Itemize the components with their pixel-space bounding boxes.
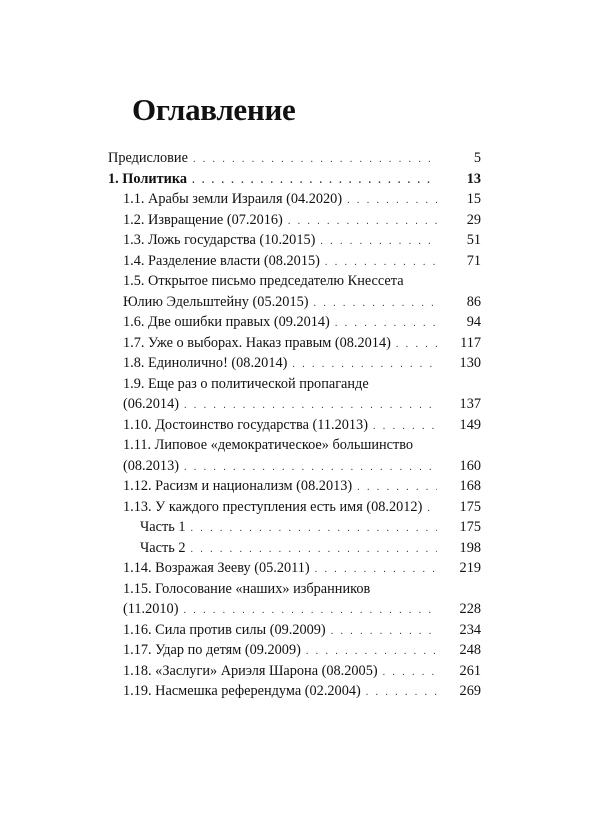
toc-page-number: 261 [459, 662, 481, 679]
toc-entry-line [123, 456, 481, 477]
toc-entry-line [123, 435, 481, 456]
toc-entry-title: 1. Политика [108, 170, 188, 187]
dot-leader [190, 519, 437, 540]
toc-entry-title: 1.11. Липовое «демократическое» большинство [123, 437, 414, 453]
toc-entry [0, 579, 591, 620]
toc-entry-title: 1.3. Ложь государства (10.2015) [123, 232, 316, 248]
toc-entry [0, 476, 591, 497]
toc-entry-line [123, 661, 481, 682]
toc-entry-line [123, 681, 481, 702]
dot-leader [190, 540, 437, 561]
toc-entry [0, 251, 591, 272]
toc-entry [0, 333, 591, 354]
dot-leader [315, 560, 437, 581]
dot-leader [193, 150, 437, 171]
toc-page-number: 13 [466, 170, 481, 187]
toc-page-number: 137 [459, 396, 481, 412]
toc-entry-title: 1.13. У каждого преступления есть имя (08.2012) [123, 498, 423, 515]
toc-entry-line [123, 476, 481, 497]
toc-page-number: 175 [459, 498, 481, 515]
dot-leader [396, 335, 437, 356]
toc-page-number: 86 [466, 293, 481, 310]
dot-leader [331, 622, 437, 643]
toc-page-number: 51 [466, 232, 481, 248]
toc-page-number: 71 [466, 252, 481, 269]
toc-entry-title: 1.15. Голосование «наших» избранников [123, 580, 371, 597]
toc-entry-title: 1.16. Сила против силы (09.2009) [123, 621, 326, 638]
toc-entry [0, 517, 591, 538]
dot-leader [292, 355, 437, 376]
toc-entry-line [108, 148, 481, 169]
toc-entry [0, 681, 591, 702]
toc-entry-title: 1.5. Открытое письмо председателю Кнессета [123, 273, 404, 289]
toc-entry [0, 415, 591, 436]
toc-entry-line [123, 558, 481, 579]
toc-page-number: 228 [459, 601, 481, 617]
toc-entry-line [123, 497, 481, 518]
toc-entry-line [140, 538, 481, 559]
toc-entry [0, 210, 591, 231]
toc-entry-title: 1.6. Две ошибки правых (09.2014) [123, 314, 330, 330]
toc-entry-line [123, 374, 481, 395]
toc-entry-line [123, 312, 481, 333]
toc-entry-title: (08.2013) [123, 457, 179, 474]
toc-entry-line [123, 415, 481, 436]
toc-entry-line [123, 353, 481, 374]
dot-leader [184, 458, 437, 479]
toc-entry [0, 558, 591, 579]
toc-entry-title: 1.4. Разделение власти (08.2015) [123, 252, 320, 269]
dot-leader [184, 396, 437, 417]
dot-leader [383, 663, 437, 684]
toc-entry-title: (11.2010) [123, 601, 179, 617]
toc-entry [0, 435, 591, 476]
toc-entry-line [123, 251, 481, 272]
dot-leader [357, 478, 437, 499]
toc-entry [0, 148, 591, 169]
toc-entry-line [123, 599, 481, 620]
dot-leader [314, 294, 437, 315]
dot-leader [335, 314, 437, 335]
toc-page-number: 219 [459, 560, 481, 576]
toc-entry-title: 1.18. «Заслуги» Ариэля Шарона (08.2005) [123, 662, 378, 679]
toc-entry-title: 1.9. Еще раз о политической пропаганде [123, 375, 369, 392]
toc-entry-title: 1.19. Насмешка референдума (02.2004) [123, 683, 361, 699]
toc-entry [0, 661, 591, 682]
dot-leader [306, 642, 437, 663]
toc-entry [0, 230, 591, 251]
toc-entry [0, 640, 591, 661]
toc-entry-line [123, 230, 481, 251]
toc-page-number: 29 [466, 211, 481, 228]
toc-entry-title: 1.1. Арабы земли Израиля (04.2020) [123, 191, 343, 207]
dot-leader [347, 191, 437, 212]
toc-page-number: 168 [459, 478, 481, 494]
toc-page-number: 15 [466, 191, 481, 207]
toc-page-number: 160 [459, 457, 481, 474]
toc-page-number: 175 [459, 519, 481, 535]
toc-entry-title: 1.2. Извращение (07.2016) [123, 211, 283, 228]
toc-entry-line [123, 292, 481, 313]
toc-entry [0, 497, 591, 518]
toc-entry-line [123, 210, 481, 231]
dot-leader [192, 171, 437, 192]
toc-entry-title: (06.2014) [123, 396, 179, 412]
dot-leader [427, 499, 437, 520]
toc-entry-line [123, 394, 481, 415]
toc-entry-line [140, 517, 481, 538]
toc-page-number: 149 [459, 416, 481, 433]
toc-list [0, 148, 591, 702]
page-title: Оглавление [132, 92, 296, 127]
toc-page-number: 94 [466, 314, 481, 330]
toc-entry [0, 620, 591, 641]
dot-leader [366, 683, 437, 704]
toc-entry [0, 353, 591, 374]
toc-entry [0, 271, 591, 312]
dot-leader [325, 253, 437, 274]
toc-entry-title: Предисловие [108, 150, 188, 166]
dot-leader [373, 417, 437, 438]
toc-entry-title: 1.8. Единолично! (08.2014) [123, 355, 288, 371]
toc-entry-title: 1.12. Расизм и национализм (08.2013) [123, 478, 353, 494]
toc-entry [0, 169, 591, 190]
toc-entry-line [108, 169, 481, 190]
toc-page-number: 117 [460, 334, 481, 351]
toc-page-number: 130 [459, 355, 481, 371]
toc-entry-line [123, 189, 481, 210]
toc-entry-title: 1.17. Удар по детям (09.2009) [123, 642, 301, 658]
toc-page-number: 248 [459, 642, 481, 658]
toc-entry-title: 1.14. Возражая Зееву (05.2011) [123, 560, 310, 576]
toc-entry-line [123, 640, 481, 661]
toc-page-number: 269 [459, 683, 481, 699]
dot-leader [288, 212, 437, 233]
toc-entry-title: Юлию Эдельштейну (05.2015) [123, 293, 309, 310]
toc-entry-title: 1.7. Уже о выборах. Наказ правым (08.2014) [123, 334, 391, 351]
toc-entry [0, 312, 591, 333]
toc-entry-line [123, 620, 481, 641]
toc-entry-title: Часть 2 [140, 539, 186, 556]
toc-entry [0, 538, 591, 559]
toc-entry [0, 374, 591, 415]
toc-entry [0, 189, 591, 210]
dot-leader [320, 232, 437, 253]
toc-entry-title: Часть 1 [140, 519, 186, 535]
toc-entry-line [123, 579, 481, 600]
dot-leader [183, 601, 437, 622]
toc-page-number: 5 [473, 150, 481, 166]
toc-page-number: 198 [459, 539, 481, 556]
toc-entry-title: 1.10. Достоинство государства (11.2013) [123, 416, 368, 433]
toc-entry-line [123, 333, 481, 354]
toc-page-number: 234 [459, 621, 481, 638]
toc-entry-line [123, 271, 481, 292]
